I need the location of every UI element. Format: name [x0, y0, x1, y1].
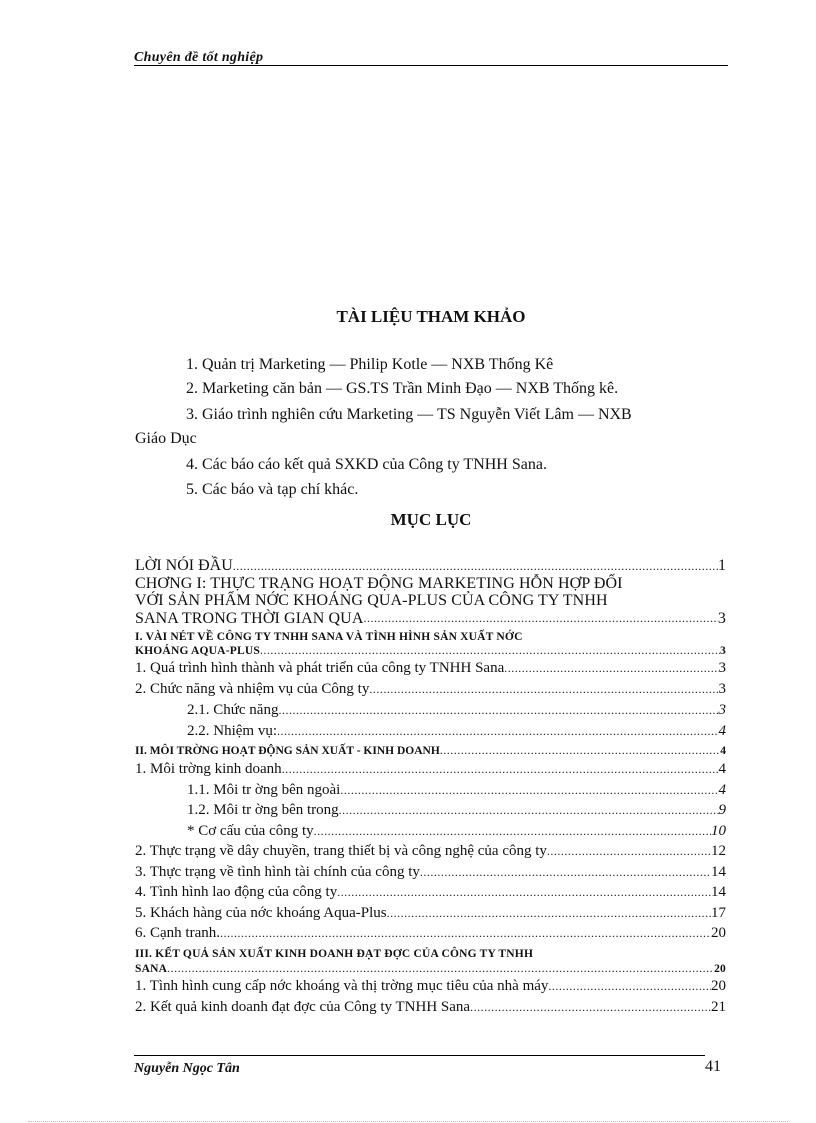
reference-item: 4. Các báo cáo kết quả SXKD của Công ty TNHH Sana.: [186, 456, 547, 473]
page-number: 41: [705, 1058, 721, 1075]
toc-section-1: I. VÀI NÉT VỀ CÔNG TY TNHH SANA VÀ TÌNH HÌNH SẢN XUẤT NỚC KHOÁNG AQUA-PLUS ..... 3: [135, 631, 726, 658]
toc-entry: 1. Quá trình hình thành và phát triển của công ty TNHH Sana ..... 3: [135, 658, 726, 679]
footer-author: Nguyễn Ngọc Tân: [134, 1061, 240, 1076]
toc-entry-intro: LỜI NÓI ĐẦU ..... 1: [135, 557, 726, 575]
toc-entry: 2. Thực trạng về dây chuyền, trang thiết bị và công nghệ của công ty ..... 12: [135, 841, 726, 862]
toc-entry: 2.2. Nhiệm vụ: ..... 4: [135, 721, 726, 742]
toc-entry: 4. Tình hình lao động của công ty ..... 14: [135, 882, 726, 903]
reference-item: 1. Quản trị Marketing — Philip Kotle — NXB Thống Kê: [186, 356, 554, 373]
toc-title: MỤC LỤC: [390, 510, 472, 529]
toc-entry: 5. Khách hàng của nớc khoáng Aqua-Plus ..... 17: [135, 903, 726, 924]
toc-entry: 2. Chức năng và nhiệm vụ của Công ty ..... 3: [135, 679, 726, 700]
reference-item: 2. Marketing căn bản — GS.TS Trần Minh Đạo — NXB Thống kê.: [186, 380, 619, 397]
toc-section-3: III. KẾT QUẢ SẢN XUẤT KINH DOANH ĐẠT ĐỢC CỦA CÔNG TY TNHH SANA ..... 20: [135, 947, 726, 976]
toc-entries-c: [135, 976, 726, 1018]
toc-entry: 2. Kết quả kinh doanh đạt đợc của Công ty TNHH Sana ..... 21: [135, 997, 726, 1018]
toc-entry: 1. Môi trờng kinh doanh ..... 4: [135, 759, 726, 780]
toc-entry: 1.2. Môi tr ờng bên trong ..... 9: [135, 800, 726, 821]
reference-item-3: [186, 406, 728, 424]
running-header: Chuyên đề tốt nghiệp: [134, 50, 264, 65]
footer-rule: [134, 1055, 705, 1056]
reference-item: 5. Các báo và tạp chí khác.: [186, 481, 359, 498]
header-rule: [134, 65, 728, 66]
toc-entry: * Cơ cấu của công ty ..... 10: [135, 821, 726, 842]
toc-chapter-1: CHƠNG I: THỰC TRẠNG HOẠT ĐỘNG MARKETING HỖN HỢP ĐỐI VỚI SẢN PHẨM NỚC KHOÁNG QUA-PLUS CỦA CÔNG TY TNHH SANA TRONG THỜI GIAN QUA ..... 3: [135, 575, 726, 627]
toc-entry: 1.1. Môi tr ờng bên ngoài ..... 4: [135, 780, 726, 801]
toc-entries-a: [135, 658, 726, 742]
toc-section-2: II. MÔI TRỜNG HOẠT ĐỘNG SẢN XUẤT - KINH DOANH ..... 4: [135, 742, 726, 759]
toc-entries-b: [135, 759, 726, 944]
reference-item-3-text: 3. Giáo trình nghiên cứu Marketing — TS Nguyễn Viết Lâm — NXB: [186, 406, 632, 423]
reference-item-continuation: Giáo Dục: [135, 430, 197, 447]
toc-entry: 3. Thực trạng về tình hình tài chính của công ty ..... 14: [135, 862, 726, 883]
toc-entry: 6. Cạnh tranh. ..... 20: [135, 923, 726, 944]
table-of-contents: [135, 557, 726, 1018]
toc-entry: 2.1. Chức năng ..... 3: [135, 700, 726, 721]
page-bottom-edge: [28, 1121, 788, 1122]
references-title: TÀI LIỆU THAM KHẢO: [336, 307, 526, 326]
toc-entry: 1. Tình hình cung cấp nớc khoáng và thị trờng mục tiêu của nhà máy ..... 20: [135, 976, 726, 997]
